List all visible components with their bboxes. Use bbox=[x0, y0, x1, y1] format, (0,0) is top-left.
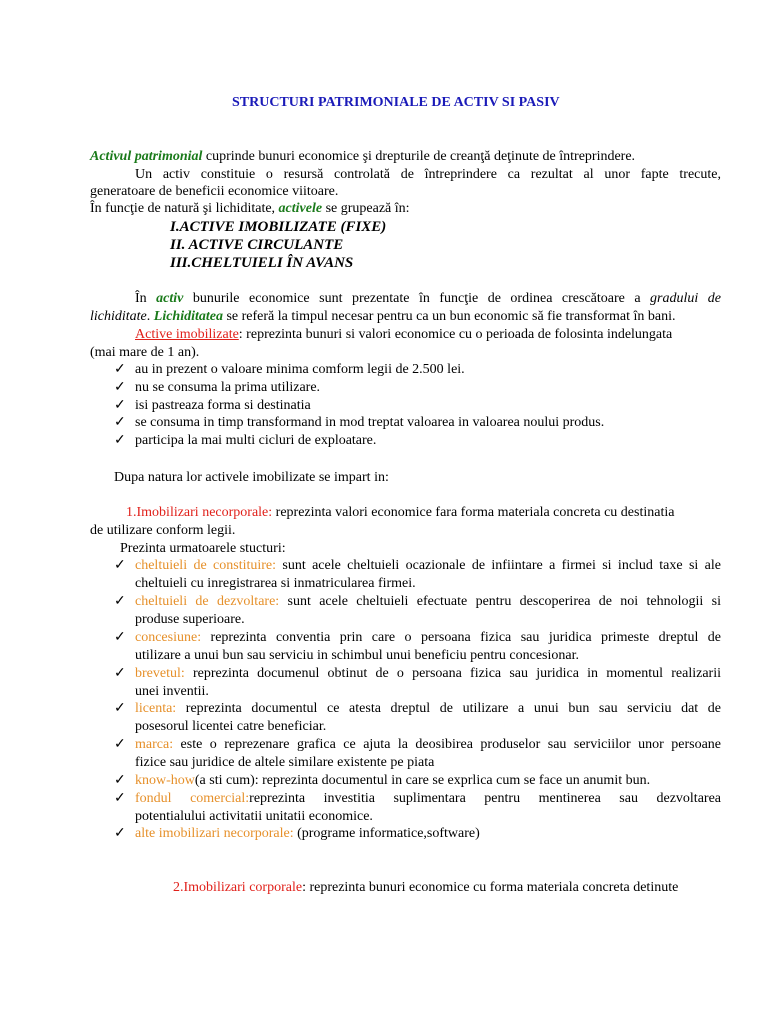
intro-line-4 bbox=[90, 200, 410, 218]
corp-line-1-rest: : reprezinta bunuri economice cu forma materiala concreta detinute bbox=[302, 880, 679, 895]
necorp-item-2-cont: produse superioare. bbox=[135, 612, 245, 627]
check-icon: ✓ bbox=[114, 398, 126, 413]
imob-bullet-5: participa la mai multi cicluri de exploatare. bbox=[135, 433, 377, 448]
necorp-item-4 bbox=[135, 665, 721, 683]
necorp-item-3 bbox=[135, 629, 721, 647]
imob-bullet-1: au in prezent o valoare minima comform legii de 2.500 lei. bbox=[135, 362, 465, 377]
order-a2: bunurile economice sunt prezentate în funcţie de ordinea crescătoare a bbox=[183, 291, 651, 306]
group-item-1: I.ACTIVE IMOBILIZATE (FIXE) bbox=[170, 219, 387, 235]
check-icon: ✓ bbox=[114, 415, 126, 430]
check-icon: ✓ bbox=[114, 362, 126, 377]
check-icon: ✓ bbox=[114, 630, 126, 645]
necorp-item-2-rest: sunt acele cheltuieli efectuate pentru descoperirea de noi tehnologii si bbox=[279, 594, 721, 609]
check-icon: ✓ bbox=[114, 594, 126, 609]
imob-line-1-rest: : reprezinta bunuri si valori economice cu o perioada de folosinta indelungata bbox=[238, 327, 673, 342]
order-a1: În bbox=[135, 291, 157, 306]
order-b-italic: lichiditate bbox=[90, 309, 147, 324]
necorp-item-5 bbox=[135, 700, 721, 718]
term-brevetul: brevetul: bbox=[135, 666, 185, 681]
necorp-item-8-rest: reprezinta investitia suplimentara pentru mentinerea sau dezvoltarea bbox=[249, 791, 721, 806]
necorp-item-3-rest: reprezinta conventia prin care o persoana fizica sau juridica primeste dreptul de bbox=[201, 630, 721, 645]
necorp-item-3-cont: utilizare a unui bun sau serviciu in schimbul unui beneficiu pentru concesionar. bbox=[135, 648, 579, 663]
intro-line-4-b: se grupează în: bbox=[322, 201, 410, 216]
necorp-item-9 bbox=[135, 825, 480, 843]
corp-line-1 bbox=[173, 879, 678, 897]
order-line-1 bbox=[135, 290, 721, 308]
order-a-italic: gradului de bbox=[650, 291, 721, 306]
necorp-item-6-rest: este o reprezenare grafica ce ajuta la deosibirea produselor sau serviciilor unor persoane bbox=[173, 737, 721, 752]
check-icon: ✓ bbox=[114, 666, 126, 681]
term-licenta: licenta: bbox=[135, 701, 177, 716]
imob-split: Dupa natura lor activele imobilizate se impart in: bbox=[114, 470, 389, 485]
necorp-line-1-rest: reprezinta valori economice fara forma materiala concreta cu destinatia bbox=[272, 505, 675, 520]
intro-line-1-text: cuprinde bunuri economice şi drepturile de creanţă deţinute de întreprindere. bbox=[202, 149, 636, 164]
check-icon: ✓ bbox=[114, 380, 126, 395]
term-activ: activ bbox=[156, 291, 184, 306]
necorp-item-1 bbox=[135, 557, 721, 575]
term-know-how: know-how bbox=[135, 773, 195, 788]
term-cheltuieli-constituire: cheltuieli de constituire: bbox=[135, 558, 277, 573]
necorp-item-4-cont: unei inventii. bbox=[135, 684, 209, 699]
intro-line-1 bbox=[90, 148, 635, 166]
group-item-3: III.CHELTUIELI ÎN AVANS bbox=[170, 255, 354, 271]
page-title: STRUCTURI PATRIMONIALE DE ACTIV SI PASIV bbox=[232, 95, 560, 110]
check-icon: ✓ bbox=[114, 791, 126, 806]
intro-line-2: Un activ constituie o resursă controlată de întreprindere ca rezultat al unor fapte trecute, bbox=[135, 167, 721, 182]
necorp-item-4-rest: reprezinta documenul obtinut de o persoana fizica sau juridica in momentul realizarii bbox=[184, 666, 721, 681]
necorp-item-8 bbox=[135, 790, 721, 808]
term-fondul-comercial: fondul comercial: bbox=[135, 791, 250, 806]
term-concesiune: concesiune: bbox=[135, 630, 202, 645]
necorp-item-7 bbox=[135, 772, 650, 790]
imob-bullet-4: se consuma in timp transformand in mod treptat valoarea in valoarea noului produs. bbox=[135, 415, 605, 430]
term-active-imobilizate: Active imobilizate bbox=[135, 327, 239, 342]
check-icon: ✓ bbox=[114, 826, 126, 841]
intro-line-3: generatoare de beneficii economice viitoare. bbox=[90, 184, 339, 199]
term-imobilizari-necorporale: 1.Imobilizari necorporale: bbox=[126, 505, 273, 520]
term-imobilizari-corporale: 2.Imobilizari corporale bbox=[173, 880, 303, 895]
necorp-item-2 bbox=[135, 593, 721, 611]
necorp-item-8-cont: potentialului activitatii unitatii economice. bbox=[135, 809, 373, 824]
term-alte-imobilizari: alte imobilizari necorporale: bbox=[135, 826, 294, 841]
term-activul-patrimonial: Activul patrimonial bbox=[90, 149, 203, 164]
necorp-line-1 bbox=[126, 504, 674, 522]
order-b-rest: se referă la timpul necesar pentru ca un bun economic să fie transformat în bani. bbox=[222, 309, 676, 324]
necorp-line-2: de utilizare conform legii. bbox=[90, 523, 236, 538]
term-marca: marca: bbox=[135, 737, 174, 752]
check-icon: ✓ bbox=[114, 701, 126, 716]
imob-bullet-3: isi pastreaza forma si destinatia bbox=[135, 398, 311, 413]
term-activele: activele bbox=[278, 201, 323, 216]
imob-line-1 bbox=[135, 326, 672, 344]
check-icon: ✓ bbox=[114, 773, 126, 788]
imob-bullet-2: nu se consuma la prima utilizare. bbox=[135, 380, 321, 395]
term-cheltuieli-dezvoltare: cheltuieli de dezvoltare: bbox=[135, 594, 280, 609]
group-item-2: II. ACTIVE CIRCULANTE bbox=[170, 237, 344, 253]
necorp-struct: Prezinta urmatoarele stucturi: bbox=[120, 541, 286, 556]
imob-line-2: (mai mare de 1 an). bbox=[90, 345, 200, 360]
necorp-item-6-cont: fizice sau juridice de altele similare existente pe piata bbox=[135, 755, 435, 770]
term-lichiditatea: Lichiditatea bbox=[153, 309, 223, 324]
necorp-item-9-rest: (programe informatice,software) bbox=[293, 826, 480, 841]
check-icon: ✓ bbox=[114, 558, 126, 573]
necorp-item-1-rest: sunt acele cheltuieli ocazionale de infiintare a firmei si includ taxe si ale bbox=[276, 558, 721, 573]
necorp-item-5-rest: reprezinta documentul ce atesta dreptul de utilizare a unui bun sau serviciu dat de bbox=[176, 701, 721, 716]
check-icon: ✓ bbox=[114, 433, 126, 448]
necorp-item-6 bbox=[135, 736, 721, 754]
order-line-2 bbox=[90, 308, 675, 326]
order-b-dot: . bbox=[146, 309, 154, 324]
necorp-item-1-cont: cheltuieli cu inregistrarea si inmatricularea firmei. bbox=[135, 576, 416, 591]
necorp-item-7-rest: (a sti cum): reprezinta documentul in care se exprlica cum se face un anumit bun. bbox=[194, 773, 651, 788]
intro-line-4-a: În funcţie de natură şi lichiditate, bbox=[90, 201, 279, 216]
check-icon: ✓ bbox=[114, 737, 126, 752]
necorp-item-5-cont: posesorul licentei catre beneficiar. bbox=[135, 719, 327, 734]
